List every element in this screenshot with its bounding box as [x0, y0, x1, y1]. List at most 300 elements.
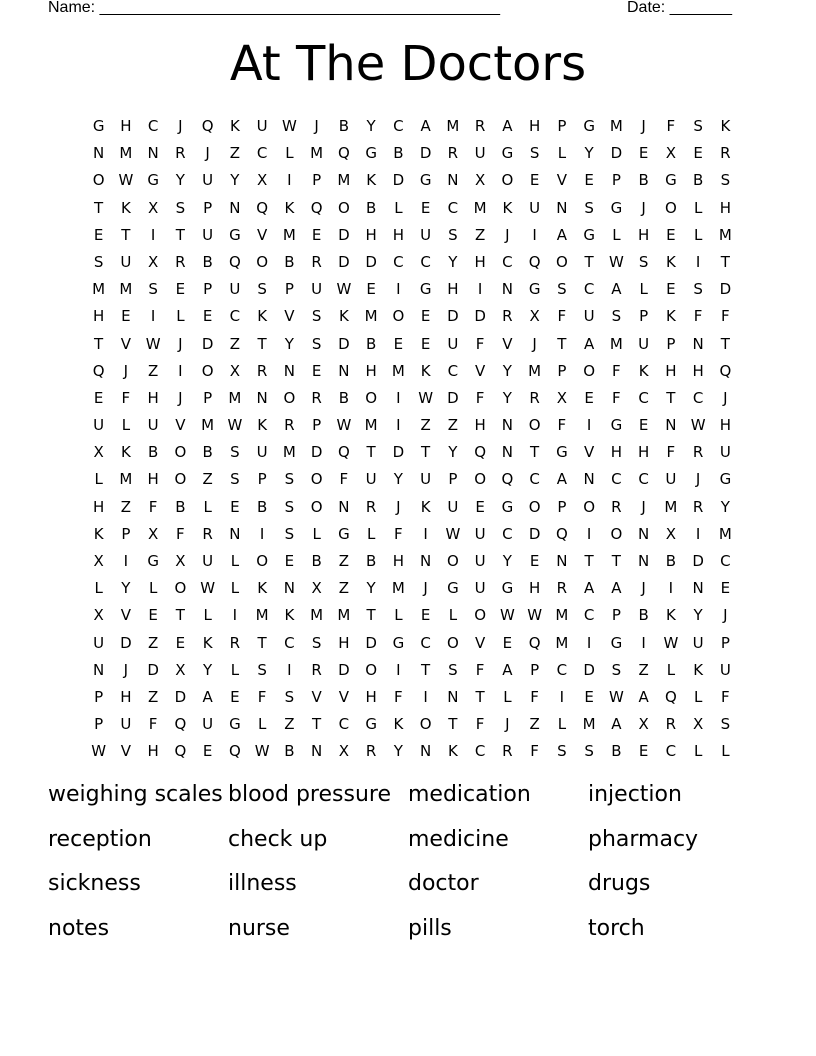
grid-letter: D — [120, 633, 132, 652]
grid-letter: N — [501, 443, 513, 462]
grid-letter: L — [230, 552, 240, 570]
grid-letter: H — [719, 416, 732, 435]
grid-letter: M — [92, 280, 106, 299]
grid-letter: Y — [393, 470, 403, 489]
grid-letter: T — [121, 225, 131, 244]
word-list-item: pharmacy — [588, 826, 699, 852]
grid-letter: Q — [719, 361, 732, 380]
grid-letter: X — [474, 171, 486, 190]
grid-letter: K — [420, 361, 431, 380]
grid-letter: F — [557, 416, 567, 435]
grid-letter: Q — [174, 715, 187, 734]
grid-letter: G — [501, 144, 514, 163]
grid-letter: P — [312, 171, 322, 190]
grid-letter: J — [178, 388, 183, 407]
grid-letter: P — [720, 633, 730, 652]
grid-letter: A — [502, 660, 513, 679]
grid-letter: C — [638, 388, 649, 407]
grid-letter: B — [202, 252, 213, 271]
grid-letter: B — [175, 497, 186, 516]
grid-letter: T — [257, 633, 267, 652]
grid-letter: O — [501, 171, 514, 190]
grid-row — [85, 331, 745, 358]
grid-letter: H — [92, 497, 105, 516]
grid-letter: O — [174, 579, 187, 598]
grid-letter: L — [557, 715, 567, 734]
grid-letter: O — [555, 252, 568, 271]
grid-letter: D — [528, 524, 541, 543]
grid-row — [85, 684, 745, 711]
grid-letter: K — [120, 443, 131, 462]
grid-letter: T — [584, 252, 594, 271]
grid-letter: W — [527, 606, 543, 625]
grid-letter: N — [311, 742, 323, 761]
grid-row — [85, 167, 745, 194]
grid-letter: U — [638, 334, 650, 353]
letter-grid — [85, 113, 745, 766]
grid-letter: H — [637, 225, 650, 244]
grid-letter: L — [612, 225, 621, 244]
grid-letter: S — [611, 307, 622, 326]
grid-letter: T — [257, 334, 267, 353]
grid-letter: T — [94, 334, 104, 353]
grid-letter: V — [120, 606, 131, 625]
grid-letter: I — [586, 416, 592, 435]
grid-letter: U — [474, 579, 486, 598]
grid-letter: E — [175, 280, 186, 299]
grid-letter: Z — [147, 687, 159, 706]
grid-letter: U — [583, 307, 595, 326]
grid-letter: U — [147, 416, 159, 435]
grid-letter: X — [175, 552, 186, 570]
grid-letter: O — [92, 171, 105, 190]
grid-letter: U — [365, 470, 377, 489]
grid-letter: X — [93, 552, 104, 570]
grid-letter: G — [229, 225, 241, 244]
grid-letter: E — [175, 633, 186, 652]
grid-letter: V — [338, 687, 349, 706]
grid-letter: E — [638, 416, 649, 435]
grid-letter: G — [392, 633, 405, 652]
grid-letter: K — [120, 198, 131, 217]
grid-letter: L — [203, 497, 212, 516]
grid-letter: Z — [529, 715, 540, 734]
grid-letter: K — [420, 497, 431, 516]
word-list-item: torch — [588, 916, 645, 942]
grid-letter: D — [392, 443, 405, 462]
grid-letter: D — [474, 307, 486, 326]
word-list-item: medication — [408, 782, 531, 807]
grid-letter: R — [365, 742, 377, 761]
grid-letter: I — [178, 361, 183, 380]
grid-letter: F — [666, 117, 676, 135]
grid-letter: F — [121, 388, 131, 407]
grid-letter: N — [665, 416, 677, 435]
grid-letter: T — [421, 660, 431, 679]
grid-letter: T — [557, 334, 567, 353]
grid-letter: N — [447, 171, 459, 190]
grid-letter: R — [720, 144, 731, 163]
grid-letter: Y — [284, 334, 294, 353]
grid-row — [85, 412, 745, 439]
grid-letter: G — [610, 198, 623, 217]
grid-letter: O — [446, 633, 459, 652]
grid-letter: Q — [528, 252, 541, 271]
word-list-item: reception — [48, 826, 152, 852]
grid-letter: D — [365, 633, 377, 652]
grid-letter: J — [723, 388, 728, 407]
grid-letter: Y — [693, 606, 703, 625]
grid-letter: B — [338, 388, 350, 407]
grid-letter: T — [366, 443, 376, 462]
grid-letter: M — [555, 606, 569, 625]
grid-letter: R — [611, 497, 622, 516]
grid-letter: C — [229, 307, 241, 326]
grid-letter: U — [474, 524, 486, 543]
grid-letter: D — [147, 660, 159, 679]
grid-letter: J — [178, 334, 183, 353]
grid-letter: X — [665, 144, 677, 163]
grid-letter: J — [505, 715, 510, 734]
grid-letter: Y — [448, 252, 458, 271]
grid-letter: I — [532, 225, 537, 244]
grid-letter: U — [120, 252, 132, 271]
grid-letter: P — [557, 497, 567, 516]
grid-letter: F — [721, 687, 730, 706]
grid-letter: S — [638, 252, 649, 271]
grid-letter: A — [502, 117, 513, 135]
grid-letter: B — [284, 252, 295, 271]
grid-letter: W — [91, 742, 107, 761]
grid-letter: Q — [310, 198, 323, 217]
word-list-item: illness — [228, 871, 297, 897]
grid-letter: F — [475, 388, 485, 407]
grid-letter: M — [228, 388, 242, 407]
grid-letter: C — [556, 660, 568, 679]
grid-letter: U — [665, 470, 677, 489]
grid-letter: L — [639, 280, 648, 299]
grid-letter: R — [447, 144, 459, 163]
grid-letter: S — [693, 280, 703, 299]
grid-row — [85, 738, 745, 765]
grid-row — [85, 602, 745, 629]
grid-letter: I — [641, 633, 646, 652]
grid-letter: J — [641, 579, 646, 598]
grid-letter: G — [610, 633, 623, 652]
grid-letter: U — [420, 470, 432, 489]
grid-letter: P — [666, 334, 676, 353]
grid-letter: O — [201, 361, 214, 380]
grid-letter: E — [230, 497, 240, 516]
grid-letter: G — [501, 579, 514, 598]
grid-letter: H — [474, 416, 486, 435]
grid-letter: F — [148, 715, 158, 734]
grid-letter: F — [693, 307, 703, 326]
grid-letter: X — [256, 171, 268, 190]
grid-letter: S — [230, 470, 240, 489]
grid-letter: G — [229, 715, 241, 734]
grid-letter: E — [666, 225, 676, 244]
grid-letter: L — [693, 687, 703, 706]
grid-letter: O — [365, 660, 378, 679]
grid-letter: E — [366, 280, 376, 299]
grid-letter: Y — [366, 117, 376, 135]
grid-letter: U — [202, 715, 214, 734]
grid-letter: C — [447, 198, 459, 217]
grid-letter: L — [121, 416, 131, 435]
grid-row — [85, 711, 745, 738]
grid-letter: M — [609, 334, 623, 353]
grid-letter: W — [336, 416, 352, 435]
grid-letter: U — [256, 117, 268, 135]
grid-letter: Y — [502, 361, 512, 380]
grid-letter: B — [638, 606, 649, 625]
grid-letter: T — [421, 443, 431, 462]
grid-letter: D — [719, 280, 732, 299]
grid-letter: N — [692, 579, 704, 598]
grid-row — [85, 113, 745, 140]
grid-letter: D — [692, 552, 704, 570]
grid-letter: B — [665, 552, 677, 570]
word-list — [48, 778, 788, 957]
grid-letter: K — [693, 660, 704, 679]
grid-letter: R — [284, 416, 295, 435]
grid-letter: H — [365, 225, 377, 244]
grid-letter: O — [419, 715, 432, 734]
grid-letter: X — [665, 524, 677, 543]
grid-letter: I — [586, 633, 592, 652]
grid-letter: E — [420, 606, 431, 625]
grid-letter: M — [446, 117, 460, 135]
grid-letter: O — [256, 552, 269, 570]
grid-letter: B — [611, 742, 622, 761]
grid-letter: D — [365, 252, 377, 271]
grid-letter: T — [720, 334, 730, 353]
grid-letter: Y — [720, 497, 730, 516]
grid-letter: R — [502, 742, 513, 761]
grid-letter: H — [365, 687, 377, 706]
grid-row — [85, 439, 745, 466]
grid-row — [85, 657, 745, 684]
grid-letter: J — [178, 117, 183, 135]
grid-letter: L — [693, 742, 703, 761]
grid-letter: V — [583, 443, 595, 462]
grid-letter: K — [393, 715, 404, 734]
grid-letter: M — [364, 416, 378, 435]
grid-letter: V — [502, 334, 513, 353]
grid-letter: S — [311, 307, 322, 326]
grid-letter: Z — [120, 497, 132, 516]
grid-letter: S — [257, 660, 267, 679]
grid-letter: Q — [528, 633, 541, 652]
grid-letter: P — [530, 660, 540, 679]
grid-letter: A — [556, 470, 567, 489]
grid-letter: K — [338, 307, 349, 326]
grid-row — [85, 385, 745, 412]
grid-letter: H — [120, 687, 132, 706]
grid-letter: X — [638, 715, 649, 734]
grid-letter: S — [448, 660, 458, 679]
grid-letter: E — [93, 225, 104, 244]
grid-letter: V — [311, 687, 322, 706]
grid-letter: R — [665, 715, 677, 734]
grid-letter: S — [284, 470, 295, 489]
grid-row — [85, 521, 745, 548]
grid-row — [85, 249, 745, 276]
grid-letter: F — [475, 660, 485, 679]
grid-letter: E — [584, 388, 594, 407]
grid-letter: Z — [447, 416, 459, 435]
grid-letter: N — [420, 742, 432, 761]
grid-letter: S — [720, 715, 731, 734]
grid-letter: I — [695, 252, 701, 271]
grid-letter: J — [314, 117, 319, 135]
name-field-label: Name: _____________________________________________ — [48, 0, 500, 16]
grid-letter: R — [311, 660, 322, 679]
grid-letter: K — [257, 307, 268, 326]
grid-letter: M — [337, 606, 351, 625]
grid-letter: R — [311, 252, 322, 271]
grid-letter: X — [147, 198, 159, 217]
grid-letter: G — [419, 171, 432, 190]
grid-letter: K — [366, 171, 377, 190]
grid-letter: N — [638, 524, 650, 543]
grid-letter: B — [692, 171, 704, 190]
grid-letter: P — [557, 117, 567, 135]
grid-letter: W — [608, 687, 624, 706]
grid-letter: P — [448, 470, 458, 489]
grid-letter: K — [638, 361, 649, 380]
grid-letter: C — [583, 606, 595, 625]
grid-letter: M — [201, 416, 215, 435]
grid-letter: I — [668, 579, 674, 598]
grid-letter: C — [638, 470, 649, 489]
grid-letter: T — [175, 606, 185, 625]
grid-letter: B — [393, 144, 404, 163]
grid-letter: V — [556, 171, 567, 190]
grid-letter: C — [420, 252, 431, 271]
grid-letter: G — [147, 171, 159, 190]
grid-letter: M — [119, 470, 133, 489]
grid-letter: H — [365, 361, 377, 380]
grid-letter: I — [586, 524, 592, 543]
grid-letter: M — [310, 606, 324, 625]
grid-letter: W — [418, 388, 434, 407]
word-list-item: medicine — [408, 826, 509, 852]
grid-letter: C — [692, 388, 704, 407]
grid-letter: Z — [147, 361, 159, 380]
grid-letter: L — [448, 606, 458, 625]
grid-letter: W — [254, 742, 270, 761]
grid-letter: H — [147, 742, 159, 761]
grid-letter: Y — [366, 579, 376, 598]
grid-row — [85, 466, 745, 493]
grid-letter: O — [283, 388, 296, 407]
grid-letter: N — [501, 416, 513, 435]
grid-letter: G — [447, 579, 459, 598]
grid-letter: G — [501, 497, 514, 516]
grid-letter: P — [284, 280, 294, 299]
grid-letter: N — [283, 361, 295, 380]
grid-letter: K — [257, 416, 268, 435]
grid-letter: M — [718, 225, 732, 244]
grid-letter: G — [610, 416, 623, 435]
grid-letter: L — [94, 579, 103, 598]
grid-letter: T — [448, 715, 458, 734]
grid-letter: J — [123, 361, 129, 380]
grid-letter: Q — [555, 524, 568, 543]
grid-letter: E — [420, 334, 431, 353]
grid-letter: R — [175, 144, 186, 163]
grid-letter: M — [337, 171, 351, 190]
grid-letter: M — [364, 307, 378, 326]
grid-letter: H — [92, 307, 105, 326]
grid-letter: R — [529, 388, 540, 407]
grid-letter: J — [396, 497, 401, 516]
grid-letter: M — [528, 361, 542, 380]
grid-letter: E — [284, 552, 295, 570]
grid-letter: G — [556, 443, 568, 462]
grid-letter: U — [447, 334, 459, 353]
grid-letter: S — [311, 633, 322, 652]
grid-letter: A — [556, 225, 567, 244]
grid-letter: W — [336, 280, 352, 299]
grid-letter: H — [474, 252, 486, 271]
grid-letter: M — [282, 443, 296, 462]
grid-letter: V — [474, 633, 486, 652]
grid-letter: U — [202, 225, 214, 244]
grid-row — [85, 548, 745, 575]
grid-letter: A — [420, 117, 431, 135]
grid-letter: T — [475, 687, 485, 706]
grid-letter: R — [365, 497, 377, 516]
grid-letter: Q — [228, 252, 241, 271]
grid-letter: E — [311, 361, 322, 380]
grid-row — [85, 575, 745, 602]
date-field-label: Date: _______ — [627, 0, 732, 16]
grid-letter: L — [503, 687, 512, 706]
grid-letter: O — [474, 606, 487, 625]
grid-letter: T — [175, 225, 185, 244]
grid-letter: D — [201, 334, 214, 353]
grid-letter: Z — [474, 225, 486, 244]
grid-letter: T — [666, 388, 676, 407]
grid-letter: B — [638, 171, 649, 190]
grid-letter: S — [720, 171, 731, 190]
grid-letter: L — [176, 307, 185, 326]
grid-letter: C — [583, 280, 595, 299]
grid-letter: L — [394, 198, 403, 217]
grid-letter: I — [150, 225, 156, 244]
grid-letter: U — [474, 552, 486, 570]
grid-letter: B — [202, 443, 213, 462]
grid-letter: Y — [502, 552, 512, 570]
grid-letter: G — [665, 171, 677, 190]
grid-letter: N — [447, 687, 459, 706]
grid-letter: K — [202, 633, 213, 652]
grid-letter: F — [475, 334, 485, 353]
grid-letter: Q — [256, 198, 269, 217]
grid-letter: F — [176, 524, 185, 543]
grid-letter: E — [529, 552, 540, 570]
grid-letter: T — [366, 606, 376, 625]
grid-letter: I — [396, 660, 401, 679]
grid-letter: E — [638, 144, 649, 163]
grid-letter: Z — [202, 470, 213, 489]
grid-letter: Q — [474, 443, 487, 462]
grid-letter: O — [664, 198, 677, 217]
grid-row — [85, 303, 745, 330]
